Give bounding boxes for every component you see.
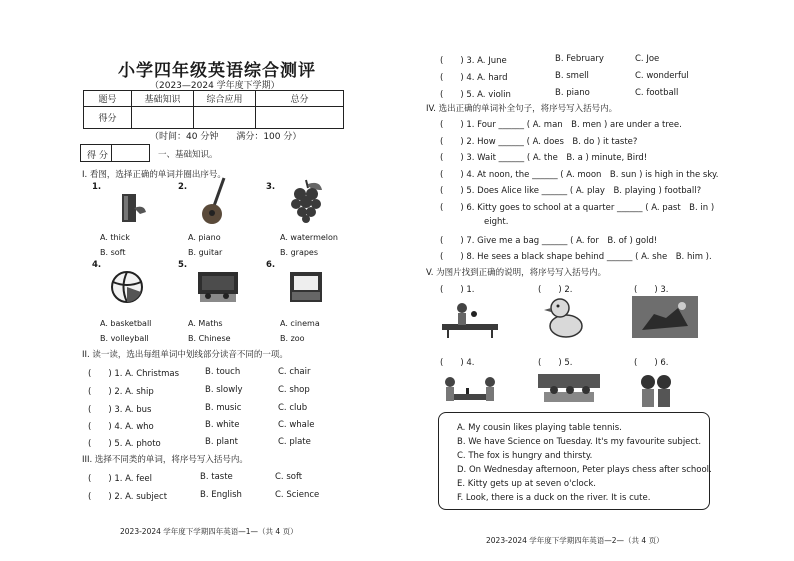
defen-box <box>80 144 150 162</box>
p1-num-1: 1. <box>92 182 102 192</box>
p3-q2-c[interactable]: C. Science <box>275 490 320 500</box>
p5-option-d: D. On Wednesday afternoon, Peter plays chess after school. <box>457 465 712 475</box>
p1-1-b[interactable]: B. soft <box>100 248 126 257</box>
p2-q1-b[interactable]: B. touch <box>205 367 241 377</box>
time-info: （时间：40 分钟 满分：100 分） <box>150 132 302 142</box>
guitar-icon <box>198 176 234 226</box>
p4-q2[interactable]: ( ) 2. How ______ ( A. does B. do ) it taste? <box>440 137 638 147</box>
score-header-tihao: 题号 <box>84 91 132 107</box>
p2-q4[interactable]: ( ) 4. A. who <box>88 422 154 432</box>
p4-q4[interactable]: ( ) 4. At noon, the ______ ( A. moon B. sun ) is high in the sky. <box>440 170 719 180</box>
p1-6-a[interactable]: A. cinema <box>280 319 320 328</box>
part5-heading: V. 为图片找到正确的说明，将序号写入括号内。 <box>426 268 607 278</box>
p3-q5-b[interactable]: B. piano <box>555 88 590 98</box>
p3-q3[interactable]: ( ) 3. A. June <box>440 56 507 66</box>
p4-q5[interactable]: ( ) 5. Does Alice like ______ ( A. play B. playing ) football? <box>440 186 702 196</box>
duck-picture <box>544 294 584 340</box>
p1-1-a[interactable]: A. thick <box>100 233 130 242</box>
section-one-heading: 一、基础知识。 <box>158 150 218 160</box>
p5-label-5[interactable]: ( ) 5. <box>538 358 573 368</box>
p1-6-b[interactable]: B. zoo <box>280 334 305 343</box>
p3-q2[interactable]: ( ) 2. A. subject <box>88 492 168 502</box>
p1-num-5: 5. <box>178 260 188 270</box>
p2-q4-c[interactable]: C. whale <box>278 420 315 430</box>
p3-q4-c[interactable]: C. wonderful <box>635 71 689 81</box>
kids-picture <box>636 370 676 410</box>
p1-5-a[interactable]: A. Maths <box>188 319 223 328</box>
p1-num-4: 4. <box>92 260 102 270</box>
p5-label-2[interactable]: ( ) 2. <box>538 285 573 295</box>
p4-q7[interactable]: ( ) 7. Give me a bag ______ ( A. for B. of ) gold! <box>440 236 658 246</box>
p2-q5-b[interactable]: B. plant <box>205 437 238 447</box>
p1-2-b[interactable]: B. guitar <box>188 248 223 257</box>
p5-option-f: F. Look, there is a duck on the river. It is cute. <box>457 493 651 503</box>
score-cell-total[interactable] <box>256 107 344 129</box>
fox-picture <box>632 296 698 338</box>
score-header-applied: 综合应用 <box>194 91 256 107</box>
p5-option-e: E. Kitty gets up at seven o'clock. <box>457 479 597 489</box>
classroom-icon <box>196 270 240 304</box>
p1-3-b[interactable]: B. grapes <box>280 248 319 257</box>
p2-q1[interactable]: ( ) 1. A. Christmas <box>88 369 180 379</box>
left-footer: 2023-2024 学年度下学期四年英语—1—（共 4 页） <box>120 527 298 536</box>
score-header-basic: 基础知识 <box>132 91 194 107</box>
p2-q5[interactable]: ( ) 5. A. photo <box>88 439 161 449</box>
p4-q8[interactable]: ( ) 8. He sees a black shape behind ______ ( A. she B. him ). <box>440 252 712 262</box>
defen-label: 得 分 <box>87 151 108 161</box>
p2-q5-c[interactable]: C. plate <box>278 437 311 447</box>
p1-4-a[interactable]: A. basketball <box>100 319 152 328</box>
p3-q3-c[interactable]: C. Joe <box>635 54 660 64</box>
p3-q1[interactable]: ( ) 1. A. feel <box>88 474 153 484</box>
p3-q4[interactable]: ( ) 4. A. hard <box>440 73 508 83</box>
thick-book-icon <box>114 190 148 224</box>
p3-q4-b[interactable]: B. smell <box>555 71 589 81</box>
p1-num-6: 6. <box>266 260 276 270</box>
science-class-picture <box>536 370 602 410</box>
picture-options-box <box>438 412 710 510</box>
p5-option-b: B. We have Science on Tuesday. It's my favourite subject. <box>457 437 702 447</box>
right-page <box>410 0 794 561</box>
p2-q2[interactable]: ( ) 2. A. ship <box>88 387 154 397</box>
part2-heading: II. 读一读，选出每组单词中划线部分读音不同的一项。 <box>82 350 288 360</box>
score-table <box>83 90 344 129</box>
volleyball-icon <box>110 270 144 304</box>
p5-option-c: C. The fox is hungry and thirsty. <box>457 451 593 461</box>
part3-heading: III. 选择不同类的单词，将序号写入括号内。 <box>82 455 248 465</box>
p4-q6[interactable]: ( ) 6. Kitty goes to school at a quarter ______ ( A. past B. in ) <box>440 203 715 213</box>
exam-subtitle: （2023—2024 学年度下学期） <box>150 81 280 91</box>
p5-label-3[interactable]: ( ) 3. <box>634 285 669 295</box>
grapes-icon <box>286 178 326 224</box>
p2-q3-b[interactable]: B. music <box>205 403 242 413</box>
score-cell-basic[interactable] <box>132 107 194 129</box>
p3-q5-c[interactable]: C. football <box>635 88 679 98</box>
score-header-total: 总分 <box>256 91 344 107</box>
score-cell-applied[interactable] <box>194 107 256 129</box>
p2-q3-c[interactable]: C. club <box>278 403 308 413</box>
right-footer: 2023-2024 学年度下学期四年英语—2—（共 4 页） <box>486 536 664 545</box>
table-tennis-picture <box>440 298 500 340</box>
p1-5-b[interactable]: B. Chinese <box>188 334 231 343</box>
p2-q2-b[interactable]: B. slowly <box>205 385 243 395</box>
p3-q1-c[interactable]: C. soft <box>275 472 303 482</box>
chess-picture <box>440 370 500 410</box>
p1-2-a[interactable]: A. piano <box>188 233 221 242</box>
part1-heading: I. 看图，选择正确的单词并圈出序号。 <box>82 170 226 180</box>
p3-q1-b[interactable]: B. taste <box>200 472 233 482</box>
p2-q1-c[interactable]: C. chair <box>278 367 311 377</box>
score-row-label: 得分 <box>84 107 132 129</box>
exam-title: 小学四年级英语综合测评 <box>118 61 316 81</box>
p3-q5[interactable]: ( ) 5. A. violin <box>440 90 511 100</box>
p2-q2-c[interactable]: C. shop <box>278 385 310 395</box>
p5-label-1[interactable]: ( ) 1. <box>440 285 475 295</box>
p1-4-b[interactable]: B. volleyball <box>100 334 149 343</box>
p1-num-3: 3. <box>266 182 276 192</box>
p3-q3-b[interactable]: B. February <box>555 54 604 64</box>
p5-label-6[interactable]: ( ) 6. <box>634 358 669 368</box>
p3-q2-b[interactable]: B. English <box>200 490 242 500</box>
p5-option-a: A. My cousin likes playing table tennis. <box>457 423 622 433</box>
p4-q3[interactable]: ( ) 3. Wait ______ ( A. the B. a ) minute, Bird! <box>440 153 648 163</box>
p4-q6-cont: eight. <box>484 217 509 227</box>
p4-q1[interactable]: ( ) 1. Four ______ ( A. man B. men ) are under a tree. <box>440 120 682 130</box>
part4-heading: IV. 选出正确的单词补全句子，将序号写入括号内。 <box>426 104 618 114</box>
cinema-icon <box>288 270 324 304</box>
p2-q3[interactable]: ( ) 3. A. bus <box>88 405 152 415</box>
p2-q4-b[interactable]: B. white <box>205 420 240 430</box>
p5-label-4[interactable]: ( ) 4. <box>440 358 475 368</box>
p1-3-a[interactable]: A. watermelon <box>280 233 338 242</box>
p1-num-2: 2. <box>178 182 188 192</box>
